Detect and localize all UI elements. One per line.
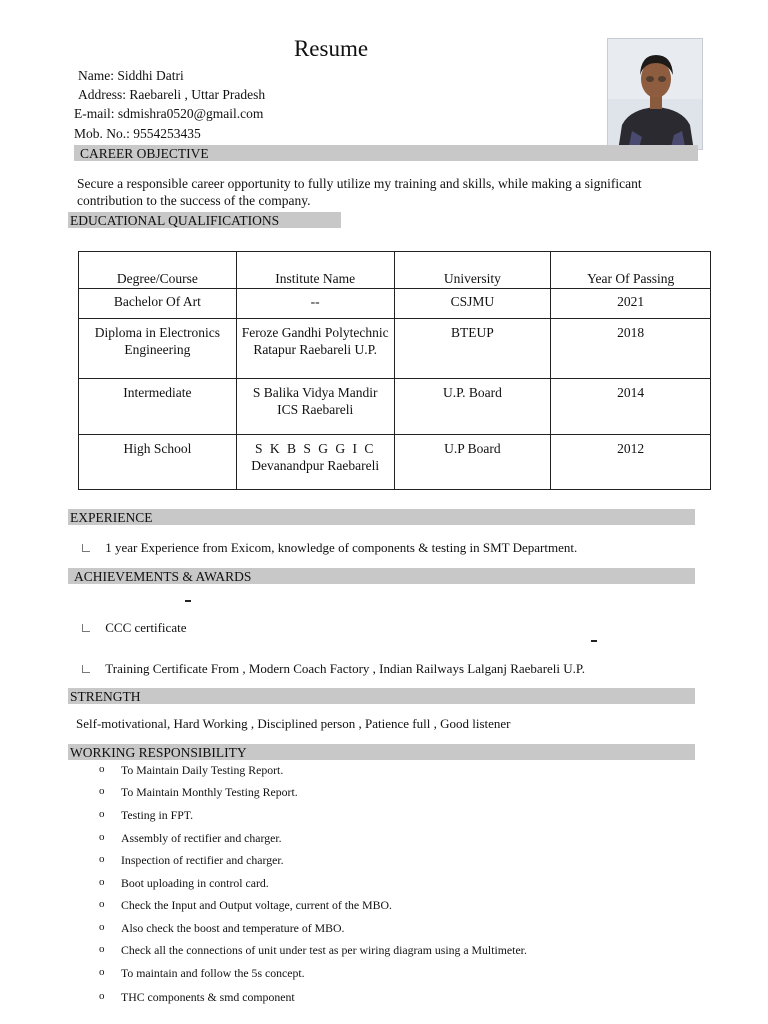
achievements-heading: ACHIEVEMENTS & AWARDS <box>68 568 695 584</box>
institute-line: ICS Raebareli <box>277 402 354 417</box>
institute-line: Feroze Gandhi Polytechnic <box>241 325 389 340</box>
checkbox-bullet-icon <box>82 665 90 673</box>
year-cell: 2012 <box>551 435 711 490</box>
education-heading: EDUCATIONAL QUALIFICATIONS <box>68 212 341 228</box>
course-cell: Intermediate <box>79 379 237 435</box>
contact-mobile: Mob. No.: 9554253435 <box>74 126 201 141</box>
achievement-text: CCC certificate <box>105 620 187 635</box>
year-cell: 2014 <box>551 379 711 435</box>
bullet-icon: o <box>99 763 105 775</box>
institute-line: Ratapur Raebareli U.P. <box>253 342 378 357</box>
institute-cell <box>236 379 394 435</box>
column-header: Institute Name <box>236 252 394 289</box>
responsibility-item <box>99 808 599 824</box>
responsibility-text: Boot uploading in control card. <box>121 876 269 890</box>
bullet-icon: o <box>99 808 105 820</box>
institute-cell <box>236 435 394 490</box>
checkbox-bullet-icon <box>82 624 90 632</box>
course-cell: Bachelor Of Art <box>79 289 237 319</box>
bullet-icon: o <box>99 966 105 978</box>
column-header: University <box>394 252 551 289</box>
responsibility-text: Also check the boost and temperature of MBO. <box>121 921 345 935</box>
responsibility-text: Check the Input and Output voltage, current of the MBO. <box>121 898 392 912</box>
column-header: Degree/Course <box>79 252 237 289</box>
year-cell: 2018 <box>551 319 711 379</box>
bullet-icon: o <box>99 921 105 933</box>
responsibility-item <box>99 763 599 779</box>
institute-cell: -- <box>236 289 394 319</box>
responsibility-item <box>99 898 599 914</box>
table-row <box>79 379 711 435</box>
contact-address: Address: Raebareli , Uttar Pradesh <box>78 87 266 102</box>
table-row <box>79 289 711 319</box>
bullet-icon: o <box>99 943 105 955</box>
strength-heading: STRENGTH <box>68 688 695 704</box>
responsibility-item <box>99 943 659 959</box>
responsibility-text: To maintain and follow the 5s concept. <box>121 966 305 980</box>
profile-photo <box>607 38 703 150</box>
experience-heading: EXPERIENCE <box>68 509 695 525</box>
university-cell: CSJMU <box>394 289 551 319</box>
checkbox-bullet-icon <box>82 544 90 552</box>
responsibility-text: Testing in FPT. <box>121 808 194 822</box>
education-table-header <box>79 252 711 289</box>
responsibility-heading: WORKING RESPONSIBILITY <box>68 744 695 760</box>
strength-text: Self-motivational, Hard Working , Disciplined person , Patience full , Good listener <box>76 716 511 731</box>
career-objective-text: Secure a responsible career opportunity to fully utilize my training and skills, while making a significant contribution to the success of the company. <box>77 176 642 208</box>
responsibility-item <box>99 831 599 847</box>
responsibility-text: Assembly of rectifier and charger. <box>121 831 282 845</box>
contact-email: E-mail: sdmishra0520@gmail.com <box>74 106 264 121</box>
person-photo-icon <box>608 39 703 150</box>
responsibility-item <box>99 853 599 869</box>
institute-line: S Balika Vidya Mandir <box>252 385 378 400</box>
responsibility-item <box>99 785 599 801</box>
education-table <box>78 251 711 490</box>
experience-text: 1 year Experience from Exicom, knowledge of components & testing in SMT Department. <box>105 540 578 555</box>
responsibility-text: Inspection of rectifier and charger. <box>121 853 284 867</box>
bullet-icon: o <box>99 990 105 1002</box>
responsibility-item <box>99 990 599 1006</box>
achievement-item <box>82 661 585 677</box>
university-cell: U.P Board <box>394 435 551 490</box>
table-row <box>79 319 711 379</box>
university-cell: BTEUP <box>394 319 551 379</box>
table-row <box>79 435 711 490</box>
bullet-icon: o <box>99 898 105 910</box>
column-header: Year Of Passing <box>551 252 711 289</box>
institute-cell <box>236 319 394 379</box>
bullet-icon: o <box>99 831 105 843</box>
career-objective-heading: CAREER OBJECTIVE <box>74 145 698 161</box>
responsibility-text: To Maintain Daily Testing Report. <box>121 763 284 777</box>
resume-title: Resume <box>293 36 369 61</box>
achievement-item <box>82 620 186 636</box>
responsibility-text: Check all the connections of unit under test as per wiring diagram using a Multimeter. <box>121 943 527 957</box>
responsibility-item <box>99 966 599 982</box>
course-cell <box>79 319 237 379</box>
stray-dash-mark <box>185 600 191 602</box>
bullet-icon: o <box>99 876 105 888</box>
contact-name: Name: Siddhi Datri <box>78 68 184 83</box>
institute-line: S K B S G G I C <box>254 441 376 456</box>
bullet-icon: o <box>99 785 105 797</box>
responsibility-item <box>99 876 599 892</box>
year-cell: 2021 <box>551 289 711 319</box>
responsibility-item <box>99 921 599 937</box>
stray-dash-mark <box>591 640 597 642</box>
course-line: Diploma in Electronics <box>94 325 220 340</box>
course-line: Engineering <box>124 342 191 357</box>
institute-line: Devanandpur Raebareli <box>251 458 380 473</box>
responsibility-text: To Maintain Monthly Testing Report. <box>121 785 298 799</box>
bullet-icon: o <box>99 853 105 865</box>
responsibility-text: THC components & smd component <box>121 990 295 1004</box>
achievement-text: Training Certificate From , Modern Coach Factory , Indian Railways Lalganj Raebareli U.P. <box>105 661 585 676</box>
university-cell: U.P. Board <box>394 379 551 435</box>
experience-item <box>82 540 577 556</box>
course-cell: High School <box>79 435 237 490</box>
